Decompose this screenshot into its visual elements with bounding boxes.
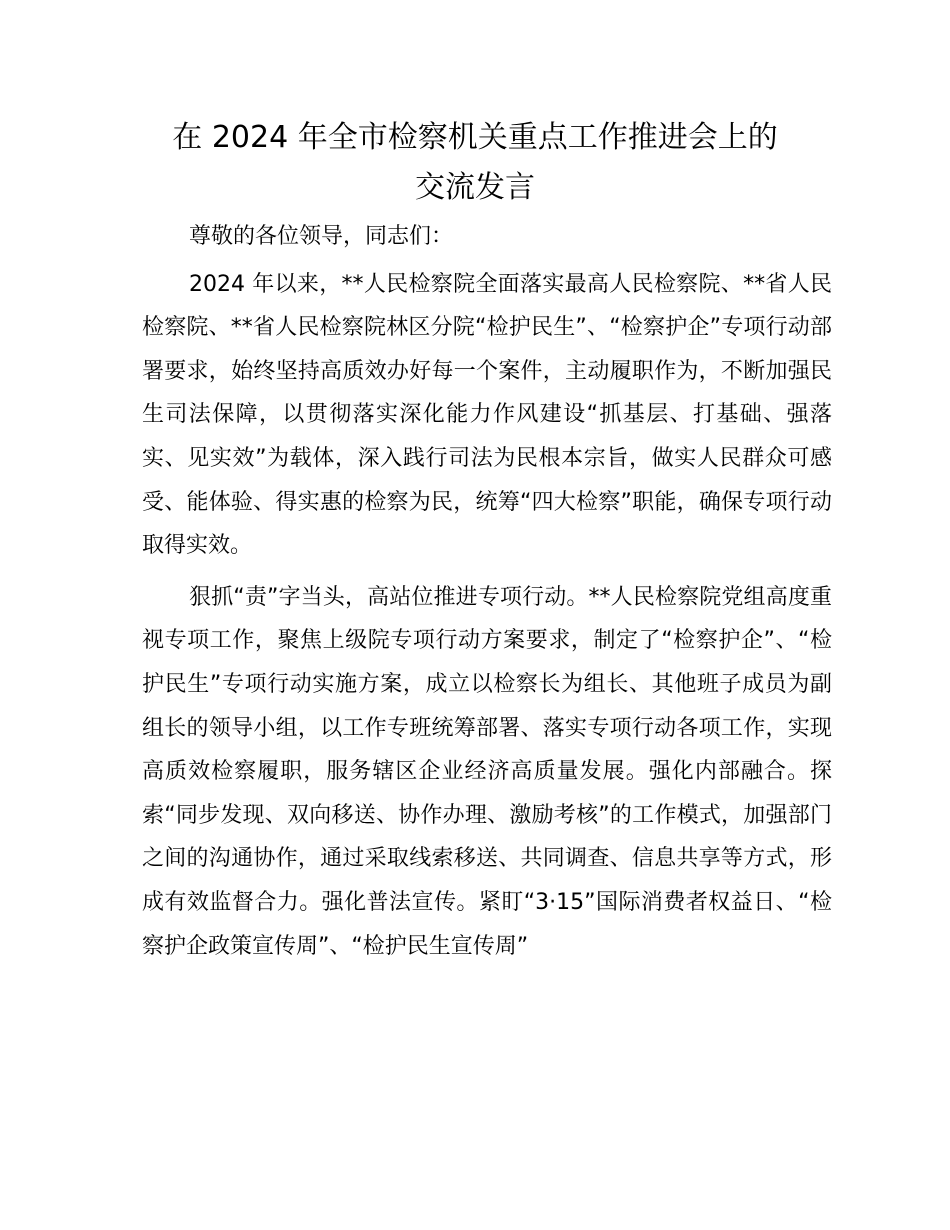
salutation: 尊敬的各位领导，同志们： (189, 224, 454, 249)
document-title (110, 113, 840, 213)
document-body (142, 215, 832, 968)
title-line-1: 在 2024 年全市检察机关重点工作推进会上的 (172, 120, 778, 155)
paragraph-1: 2024 年以来，**人民检察院全面落实最高人民检察院、**省人民检察院、**省人民检察院林区分院“检护民生”、“检察护企”专项行动部署要求，始终坚持高质效办好每一个案件，主动履职作为，不断加强民生司法保障，以贯彻落实深化能力作风建设“抓基层、打基础、强落实、见实效”为载体，深入践行司法为民根本宗旨，做实人民群众可感受、能体验、得实惠的检察为民，统筹“四大检察”职能，确保专项行动取得实效。 (142, 271, 832, 559)
paragraph-2: 狠抓“责”字当头，高站位推进专项行动。**人民检察院党组高度重视专项工作，聚焦上级院专项行动方案要求，制定了“检察护企”、“检护民生”专项行动实施方案，成立以检察长为组长、其他班子成员为副组长的领导小组，以工作专班统筹部署、落实专项行动各项工作，实现高质效检察履职，服务辖区企业经济高质量发展。强化内部融合。探索“同步发现、双向移送、协作办理、激励考核”的工作模式，加强部门之间的沟通协作，通过采取线索移送、共同调查、信息共享等方式，形成有效监督合力。强化普法宣传。紧盯“3·15”国际消费者权益日、“检察护企政策宣传周”、“检护民生宣传周” (142, 584, 832, 959)
title-line-2: 交流发言 (415, 170, 535, 205)
